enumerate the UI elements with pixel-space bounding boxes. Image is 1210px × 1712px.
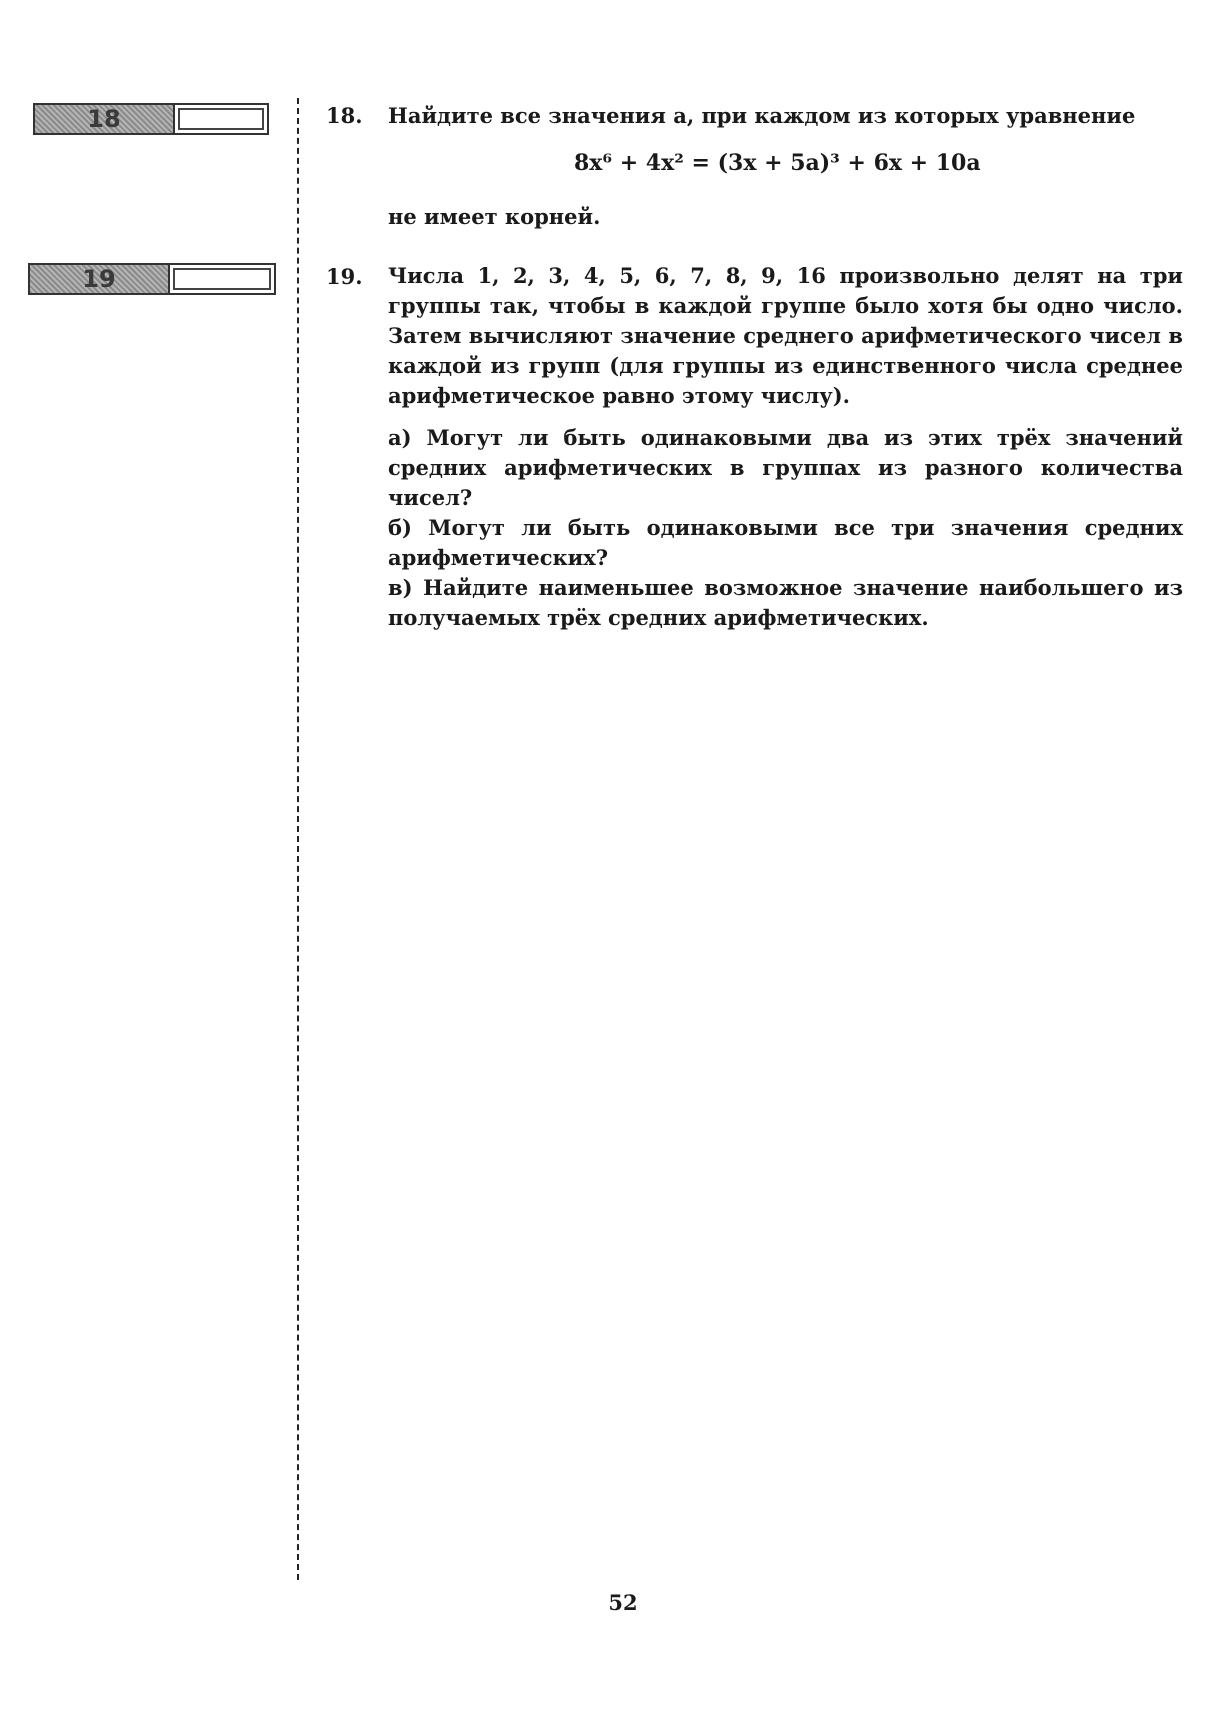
answer-field[interactable]	[173, 268, 271, 290]
answer-box-19	[28, 263, 276, 295]
answer-box-label: 18	[35, 105, 175, 133]
task-19-body	[388, 261, 1183, 633]
task-19-part-c: в) Найдите наименьшее возможное значение наибольшего из получаемых трёх средних арифметических.	[388, 575, 1183, 630]
task-19-intro: Числа 1, 2, 3, 4, 5, 6, 7, 8, 9, 16 произвольно делят на три группы так, чтобы в каждой группе было хотя бы одно число. Затем вычисляют значение среднего арифметического чисел в каждой из групп (для группы из единственного числа среднее арифметическое равно этому числу).	[388, 263, 1183, 408]
answer-box-18	[33, 103, 269, 135]
task-18-outro: не имеет корней.	[388, 204, 601, 229]
task-19-part-b: б) Могут ли быть одинаковыми все три значения средних арифметических?	[388, 515, 1183, 570]
answer-field[interactable]	[178, 108, 264, 130]
task-18-number: 18.	[326, 103, 363, 128]
task-19-part-a: а) Могут ли быть одинаковыми два из этих трёх значений средних арифметических в группах из разного количества чисел?	[388, 425, 1183, 510]
task-18-formula: 8x⁶ + 4x² = (3x + 5a)³ + 6x + 10a	[574, 150, 981, 176]
cut-line	[297, 98, 299, 1580]
task-19-number: 19.	[326, 264, 363, 289]
task-18-intro-text: Найдите все значения a, при каждом из которых уравнение	[388, 103, 1136, 128]
page-number: 52	[608, 1590, 638, 1615]
answer-box-label: 19	[30, 265, 170, 293]
task-18-intro	[388, 101, 1188, 131]
